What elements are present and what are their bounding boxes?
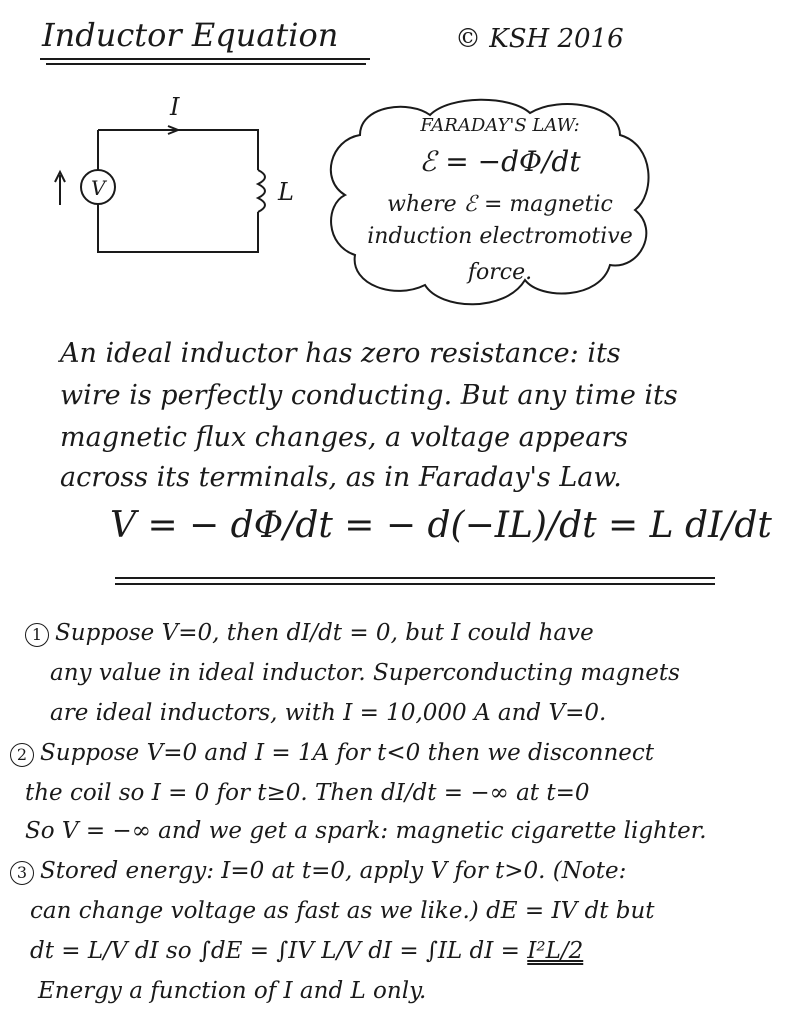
point-1-number: 1 bbox=[25, 623, 49, 647]
point-3-line-4: Energy a function of I and L only. bbox=[38, 978, 427, 1004]
intro-line-1: An ideal inductor has zero resistance: its bbox=[60, 338, 621, 369]
equation-rule-2 bbox=[115, 583, 715, 585]
point-3-line-1: 3 Stored energy: I=0 at t=0, apply V for t>0. (Note: bbox=[10, 858, 626, 885]
cloud-equation: ℰ = −dΦ/dt bbox=[419, 145, 581, 178]
source-label: V bbox=[91, 176, 106, 200]
intro-line-2: wire is perfectly conducting. But any time its bbox=[60, 380, 678, 411]
point-1-line-1: 1 Suppose V=0, then dI/dt = 0, but I could have bbox=[25, 620, 594, 647]
point-2-line-2: the coil so I = 0 for t≥0. Then dI/dt = −∞ at t=0 bbox=[25, 780, 590, 806]
inductor-label: L bbox=[278, 178, 294, 206]
inductor-coil bbox=[258, 170, 265, 212]
point-3-number: 3 bbox=[10, 861, 34, 885]
point-3-line-3: dt = L/V dI so ∫dE = ∫IV L/V dI = ∫IL dI = I²L/2 bbox=[30, 938, 584, 964]
title-underline bbox=[40, 58, 370, 60]
point-3-line-2: can change voltage as fast as we like.) dE = IV dt but bbox=[30, 898, 655, 924]
point-2-number: 2 bbox=[10, 743, 34, 767]
point-2-line-1: 2 Suppose V=0 and I = 1A for t<0 then we disconnect bbox=[10, 740, 654, 767]
point-1-line-3: are ideal inductors, with I = 10,000 A and V=0. bbox=[50, 700, 607, 726]
energy-result: I²L/2 bbox=[527, 938, 584, 964]
point-2-line-3: So V = −∞ and we get a spark: magnetic cigarette lighter. bbox=[25, 818, 707, 844]
equation-rule bbox=[115, 577, 715, 579]
cloud-line-2: induction electromotive bbox=[367, 224, 633, 249]
copyright: © KSH 2016 bbox=[455, 24, 624, 54]
main-equation: V = − dΦ/dt = − d(−IL)/dt = L dI/dt bbox=[110, 505, 772, 546]
intro-line-4: across its terminals, as in Faraday's Law. bbox=[60, 462, 622, 493]
circuit-diagram bbox=[50, 90, 310, 265]
page-title: Inductor Equation bbox=[42, 16, 339, 54]
cloud-heading: FARADAY'S LAW: bbox=[420, 115, 580, 136]
cloud-line-3: force. bbox=[467, 260, 533, 285]
point-1-line-2: any value in ideal inductor. Superconducting magnets bbox=[50, 660, 680, 686]
title-underline-2 bbox=[46, 63, 366, 65]
current-label: I bbox=[170, 93, 180, 121]
intro-line-3: magnetic flux changes, a voltage appears bbox=[60, 422, 629, 453]
cloud-line-1: where ℰ = magnetic bbox=[387, 192, 613, 217]
